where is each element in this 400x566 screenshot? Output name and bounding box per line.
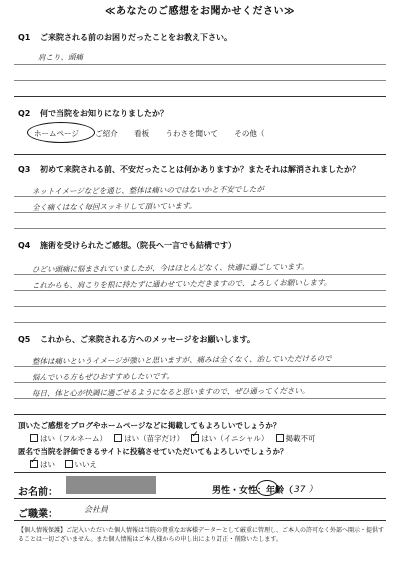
question-1 [18, 32, 232, 43]
answer-line [14, 382, 386, 383]
section-divider [14, 96, 386, 97]
section-divider [14, 520, 386, 521]
answer-5-line-2: 悩んでいる方もぜひおすすめしたいです。 [31, 371, 175, 382]
question-number: Q3 [18, 165, 31, 174]
section-divider [14, 414, 386, 415]
option-homepage: ホームページ [34, 129, 79, 138]
age-number: 37 [294, 485, 306, 495]
option-label: はい（イニシャル） [201, 434, 269, 443]
answer-4-line-1: ひどい頭痛に悩まされていましたが、今はほとんどなく、快適に過ごしています。 [31, 262, 309, 274]
question-2 [18, 108, 168, 119]
checkmark-icon: ✓ [30, 456, 38, 466]
answer-line [14, 306, 386, 307]
section-divider [14, 154, 386, 155]
checkbox[interactable] [114, 434, 122, 442]
occupation-value: 会社員 [84, 505, 108, 514]
question-text: 施術を受けられたご感想。（院長へ一言でも結構です） [40, 241, 236, 250]
question-4 [18, 240, 236, 251]
answer-line [14, 322, 386, 323]
checkmark-icon: ✓ [191, 430, 199, 440]
answer-line [14, 80, 386, 81]
section-divider [14, 498, 386, 499]
section-divider [14, 472, 386, 473]
answer-line [14, 196, 386, 197]
option-signboard: 看板 [134, 129, 150, 138]
option-rumor: うわさを聞いて [165, 129, 219, 138]
checkbox[interactable] [276, 434, 284, 442]
answer-line [14, 274, 386, 275]
question-number: Q2 [18, 109, 31, 118]
option-label: 掲載不可 [285, 434, 316, 443]
answer-5-line-1: 整体は痛いというイメージが強いと思いますが、痛みは全くなく、治していただけるので [31, 353, 332, 366]
answer-line [14, 290, 386, 291]
answer-3-line-1: ネットイメージなどを通じ、整体は痛いのではないかと不安でしたが [31, 184, 264, 196]
option-label: はい（フルネーム） [40, 434, 107, 443]
answer-line [14, 64, 386, 65]
blog-consent-question: 頂いたご感想をブログやホームページなどに掲載してもよろしいでしょうか？ [18, 421, 281, 430]
answer-line [14, 228, 386, 229]
checkbox-checked[interactable] [191, 430, 199, 442]
question-text: ご来院される前のお困りだったことをお教え下さい。 [40, 33, 232, 42]
question-number: Q1 [18, 33, 31, 42]
occupation-label: ご職業： [18, 509, 58, 520]
question-text: 何で当院をお知りになりましたか？ [40, 109, 168, 118]
answer-4-line-2: これからも、肩こりを根に持たずに通わせていただきますので、よろしくお願いします。 [31, 277, 332, 290]
question-text: 初めて来院される前、不安だったことは何かありますか？またそれは解消されましたか？ [40, 165, 360, 174]
option-label: はい（苗字だけ） [124, 434, 185, 443]
option-label: いいえ [74, 460, 98, 469]
age-close-paren: ） [308, 485, 318, 495]
checkbox-checked[interactable] [30, 456, 38, 468]
question-3 [18, 164, 360, 175]
name-label: お名前： [18, 487, 58, 498]
age-value [294, 482, 317, 495]
question-number: Q4 [18, 241, 31, 250]
question-5 [18, 334, 255, 345]
answer-line [14, 366, 386, 367]
question-text: これから、ご来院される方へのメッセージをお願いします。 [40, 335, 255, 344]
answer-1: 肩こり、頭痛 [37, 52, 84, 62]
source-options [34, 128, 278, 139]
answer-line [14, 212, 386, 213]
anonymous-consent-question: 匿名で当院を評価できるサイトに投稿させていただいてもよろしいでしょうか？ [18, 447, 288, 456]
option-label: はい [40, 460, 55, 469]
checkbox[interactable] [65, 460, 73, 468]
option-other: その他（ [234, 129, 265, 138]
gender-age-label: 男性・女性：年齢（ [212, 486, 294, 496]
checkbox[interactable] [30, 434, 38, 442]
answer-line [14, 398, 386, 399]
privacy-notice: 【個人情報保護】ご記入いただいた個人情報は当院の貴重なお客様データーとして厳重に管理し、ご本人の許可なく外部へ開示・提供することは一切ございません。また個人情報はご本人様からの申し出により訂正・削除いたします。 [18, 527, 385, 543]
answer-3-line-2: 全く痛くはなく毎回スッキリして頂いています。 [31, 201, 197, 212]
answer-5-line-3: 毎日、体と心が快調に過ごせるようになると思いますので、ぜひ通ってください。 [31, 386, 310, 398]
question-number: Q5 [18, 335, 31, 344]
anonymous-consent-options [30, 456, 98, 470]
blog-consent-options [30, 430, 316, 444]
redacted-name [66, 476, 156, 494]
option-referral: ご紹介 [95, 129, 118, 138]
form-title: ≪あなたのご感想をお聞かせください≫ [105, 6, 295, 17]
